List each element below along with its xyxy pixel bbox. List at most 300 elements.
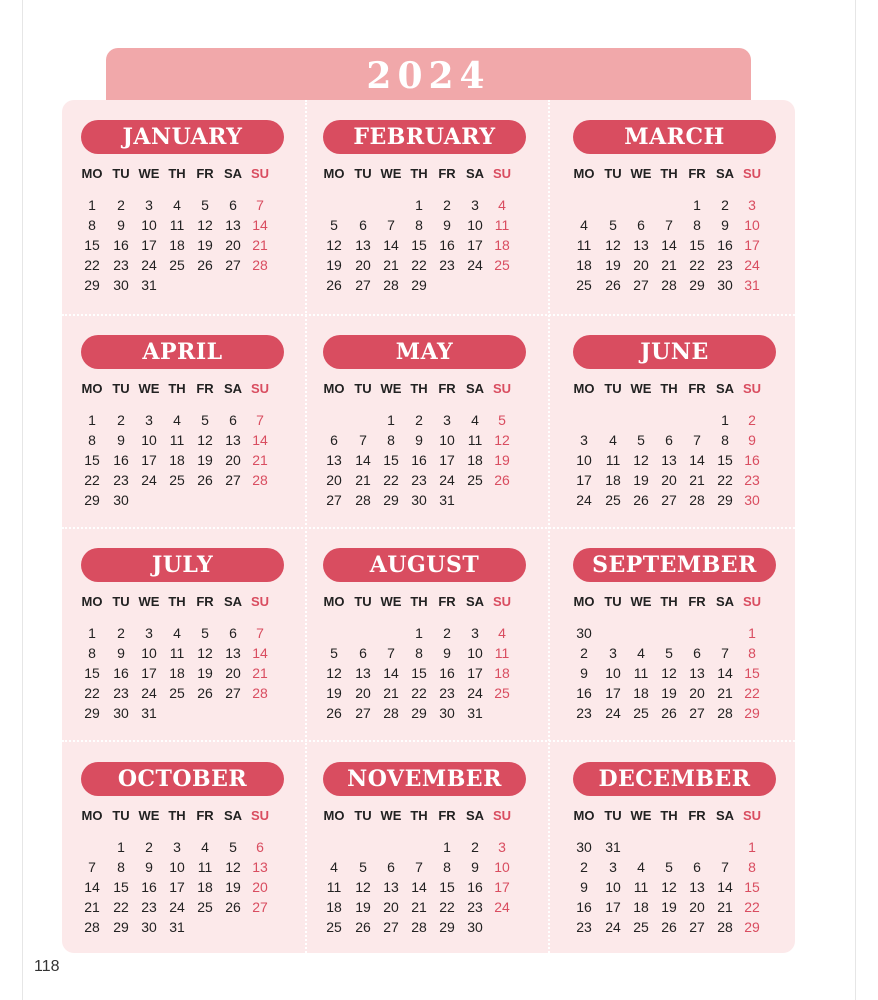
day-number: 29 <box>411 705 427 721</box>
day-number: 7 <box>256 197 264 213</box>
day-number: 9 <box>145 859 153 875</box>
day-number: 24 <box>605 705 621 721</box>
day-number: 9 <box>580 665 588 681</box>
weekday-header <box>573 808 776 826</box>
day-number: 25 <box>633 919 649 935</box>
weekday-label: MO <box>573 381 595 396</box>
month-name: MARCH <box>573 120 776 154</box>
day-grid <box>81 838 284 938</box>
day-number: 19 <box>326 257 342 273</box>
day-number: 26 <box>633 492 649 508</box>
day-number: 27 <box>383 919 399 935</box>
day-number: 14 <box>252 432 268 448</box>
day-number: 22 <box>439 899 455 915</box>
day-number: 31 <box>439 492 455 508</box>
weekday-label: FR <box>688 166 706 181</box>
day-number: 15 <box>411 665 427 681</box>
day-number: 9 <box>443 217 451 233</box>
day-number: 10 <box>605 665 621 681</box>
day-number: 20 <box>225 665 241 681</box>
day-number: 28 <box>252 472 268 488</box>
weekday-label: WE <box>138 594 160 609</box>
day-number: 14 <box>252 217 268 233</box>
weekday-label: WE <box>380 594 402 609</box>
day-number: 13 <box>326 452 342 468</box>
weekday-label: TH <box>168 166 186 181</box>
day-number: 30 <box>113 277 129 293</box>
day-number: 2 <box>117 412 125 428</box>
day-number: 16 <box>576 685 592 701</box>
day-number: 18 <box>169 452 185 468</box>
year-title: 2024 <box>106 48 751 104</box>
day-number: 2 <box>145 839 153 855</box>
weekday-label: SU <box>742 808 762 823</box>
weekday-label: TU <box>112 381 130 396</box>
day-number: 8 <box>117 859 125 875</box>
weekday-label: SA <box>223 808 243 823</box>
day-number: 16 <box>576 899 592 915</box>
day-number: 29 <box>113 919 129 935</box>
day-number: 22 <box>411 685 427 701</box>
weekday-label: SU <box>250 381 270 396</box>
day-number: 4 <box>471 412 479 428</box>
day-number: 2 <box>580 645 588 661</box>
day-number: 22 <box>113 899 129 915</box>
day-number: 18 <box>169 237 185 253</box>
day-number: 17 <box>576 472 592 488</box>
day-number: 24 <box>744 257 760 273</box>
weekday-label: SA <box>715 166 735 181</box>
month-january <box>81 120 284 320</box>
day-number: 6 <box>229 412 237 428</box>
day-number: 27 <box>225 685 241 701</box>
day-number: 6 <box>693 859 701 875</box>
day-number: 17 <box>439 452 455 468</box>
weekday-label: SU <box>492 594 512 609</box>
day-number: 25 <box>494 257 510 273</box>
day-number: 14 <box>689 452 705 468</box>
day-number: 4 <box>609 432 617 448</box>
day-grid <box>81 196 284 296</box>
weekday-header <box>573 594 776 612</box>
weekday-label: TH <box>168 808 186 823</box>
day-number: 13 <box>355 665 371 681</box>
day-number: 3 <box>145 412 153 428</box>
weekday-label: FR <box>196 381 214 396</box>
weekday-label: TU <box>354 594 372 609</box>
day-number: 20 <box>689 899 705 915</box>
day-number: 26 <box>605 277 621 293</box>
month-name: SEPTEMBER <box>573 548 776 582</box>
day-number: 5 <box>330 645 338 661</box>
day-number: 16 <box>141 879 157 895</box>
weekday-label: TU <box>112 166 130 181</box>
day-number: 23 <box>576 919 592 935</box>
day-number: 11 <box>633 665 649 681</box>
day-number: 30 <box>113 705 129 721</box>
weekday-label: WE <box>630 166 652 181</box>
day-number: 29 <box>411 277 427 293</box>
weekday-label: SA <box>715 594 735 609</box>
day-number: 18 <box>169 665 185 681</box>
weekday-label: FR <box>688 808 706 823</box>
day-number: 3 <box>145 625 153 641</box>
day-number: 9 <box>748 432 756 448</box>
day-number: 27 <box>355 705 371 721</box>
day-number: 10 <box>439 432 455 448</box>
day-number: 6 <box>693 645 701 661</box>
day-number: 23 <box>113 257 129 273</box>
weekday-label: MO <box>323 381 345 396</box>
weekday-label: TU <box>354 166 372 181</box>
weekday-header <box>323 381 526 399</box>
day-number: 6 <box>637 217 645 233</box>
day-number: 4 <box>498 197 506 213</box>
day-number: 7 <box>387 645 395 661</box>
day-number: 8 <box>415 645 423 661</box>
day-number: 19 <box>197 665 213 681</box>
weekday-label: SA <box>223 381 243 396</box>
day-number: 9 <box>117 432 125 448</box>
weekday-header <box>323 808 526 826</box>
day-number: 19 <box>225 879 241 895</box>
day-number: 24 <box>141 685 157 701</box>
day-number: 27 <box>633 277 649 293</box>
day-number: 14 <box>84 879 100 895</box>
day-number: 26 <box>197 685 213 701</box>
day-number: 7 <box>256 625 264 641</box>
page-edge-left <box>22 0 23 1000</box>
day-number: 5 <box>229 839 237 855</box>
weekday-label: FR <box>438 166 456 181</box>
day-number: 18 <box>605 472 621 488</box>
day-number: 29 <box>717 492 733 508</box>
month-name: JULY <box>81 548 284 582</box>
day-number: 2 <box>721 197 729 213</box>
day-number: 15 <box>439 879 455 895</box>
day-number: 7 <box>88 859 96 875</box>
day-number: 10 <box>494 859 510 875</box>
day-number: 9 <box>117 645 125 661</box>
day-number: 5 <box>359 859 367 875</box>
day-number: 7 <box>387 217 395 233</box>
day-number: 1 <box>88 412 96 428</box>
day-number: 13 <box>689 665 705 681</box>
day-number: 28 <box>355 492 371 508</box>
day-number: 22 <box>411 257 427 273</box>
day-number: 23 <box>439 257 455 273</box>
day-number: 8 <box>748 645 756 661</box>
month-february <box>323 120 526 320</box>
day-number: 2 <box>117 197 125 213</box>
day-number: 26 <box>661 919 677 935</box>
day-grid <box>323 411 526 511</box>
day-number: 9 <box>471 859 479 875</box>
day-number: 25 <box>169 257 185 273</box>
day-number: 22 <box>84 472 100 488</box>
day-number: 9 <box>117 217 125 233</box>
day-number: 24 <box>169 899 185 915</box>
day-number: 25 <box>169 472 185 488</box>
weekday-label: SA <box>465 594 485 609</box>
weekday-label: WE <box>138 381 160 396</box>
weekday-label: MO <box>573 594 595 609</box>
day-number: 31 <box>467 705 483 721</box>
day-number: 26 <box>494 472 510 488</box>
day-number: 28 <box>717 705 733 721</box>
day-number: 23 <box>113 685 129 701</box>
day-number: 23 <box>717 257 733 273</box>
day-number: 25 <box>494 685 510 701</box>
weekday-label: SA <box>715 381 735 396</box>
day-number: 2 <box>471 839 479 855</box>
day-number: 26 <box>326 277 342 293</box>
day-number: 14 <box>383 237 399 253</box>
day-number: 1 <box>415 625 423 641</box>
day-number: 1 <box>748 839 756 855</box>
day-number: 5 <box>665 645 673 661</box>
day-number: 22 <box>84 257 100 273</box>
weekday-label: TU <box>604 166 622 181</box>
weekday-label: TU <box>354 381 372 396</box>
month-june <box>573 335 776 535</box>
day-number: 9 <box>580 879 588 895</box>
day-number: 20 <box>689 685 705 701</box>
day-number: 19 <box>605 257 621 273</box>
day-number: 8 <box>443 859 451 875</box>
day-number: 30 <box>576 839 592 855</box>
day-number: 18 <box>467 452 483 468</box>
weekday-label: FR <box>688 594 706 609</box>
day-number: 3 <box>471 197 479 213</box>
day-number: 20 <box>355 685 371 701</box>
day-number: 14 <box>383 665 399 681</box>
day-number: 21 <box>383 257 399 273</box>
day-grid <box>573 624 776 724</box>
day-number: 16 <box>744 452 760 468</box>
day-number: 23 <box>576 705 592 721</box>
day-number: 20 <box>355 257 371 273</box>
day-number: 1 <box>387 412 395 428</box>
day-number: 25 <box>326 919 342 935</box>
day-number: 21 <box>717 685 733 701</box>
month-september <box>573 548 776 748</box>
day-number: 29 <box>689 277 705 293</box>
weekday-label: TH <box>660 381 678 396</box>
day-number: 27 <box>225 472 241 488</box>
day-number: 19 <box>633 472 649 488</box>
day-number: 27 <box>225 257 241 273</box>
weekday-label: TU <box>604 808 622 823</box>
day-number: 29 <box>84 277 100 293</box>
day-number: 10 <box>141 432 157 448</box>
day-number: 6 <box>330 432 338 448</box>
month-july <box>81 548 284 748</box>
day-number: 5 <box>201 197 209 213</box>
day-number: 8 <box>748 859 756 875</box>
day-number: 16 <box>113 665 129 681</box>
day-number: 17 <box>141 452 157 468</box>
day-number: 4 <box>173 412 181 428</box>
day-number: 9 <box>443 645 451 661</box>
day-number: 2 <box>415 412 423 428</box>
weekday-label: SU <box>250 808 270 823</box>
day-number: 10 <box>467 217 483 233</box>
day-number: 8 <box>693 217 701 233</box>
day-number: 17 <box>494 879 510 895</box>
day-number: 17 <box>744 237 760 253</box>
day-number: 5 <box>201 412 209 428</box>
day-number: 2 <box>580 859 588 875</box>
day-number: 7 <box>256 412 264 428</box>
day-number: 19 <box>197 452 213 468</box>
day-number: 8 <box>387 432 395 448</box>
month-march <box>573 120 776 320</box>
day-number: 21 <box>252 452 268 468</box>
day-number: 28 <box>661 277 677 293</box>
day-number: 1 <box>415 197 423 213</box>
page-number: 118 <box>34 958 60 975</box>
weekday-label: MO <box>81 381 103 396</box>
day-grid <box>81 624 284 724</box>
weekday-label: WE <box>138 166 160 181</box>
day-number: 24 <box>439 472 455 488</box>
day-number: 7 <box>665 217 673 233</box>
day-number: 11 <box>576 237 592 253</box>
day-number: 12 <box>197 645 213 661</box>
day-number: 6 <box>229 625 237 641</box>
day-number: 13 <box>252 859 268 875</box>
day-number: 26 <box>225 899 241 915</box>
day-number: 16 <box>113 452 129 468</box>
day-number: 2 <box>117 625 125 641</box>
day-number: 15 <box>411 237 427 253</box>
weekday-label: TH <box>660 166 678 181</box>
weekday-label: TU <box>604 594 622 609</box>
day-number: 16 <box>717 237 733 253</box>
day-number: 1 <box>693 197 701 213</box>
day-number: 4 <box>637 645 645 661</box>
month-october <box>81 762 284 962</box>
day-number: 15 <box>84 665 100 681</box>
day-number: 21 <box>661 257 677 273</box>
month-name: MAY <box>323 335 526 369</box>
weekday-label: MO <box>323 594 345 609</box>
day-number: 18 <box>576 257 592 273</box>
day-number: 23 <box>411 472 427 488</box>
day-number: 6 <box>665 432 673 448</box>
day-number: 13 <box>383 879 399 895</box>
weekday-header <box>81 594 284 612</box>
weekday-label: SU <box>250 594 270 609</box>
day-number: 15 <box>744 665 760 681</box>
day-number: 4 <box>637 859 645 875</box>
day-number: 23 <box>467 899 483 915</box>
day-number: 25 <box>576 277 592 293</box>
day-number: 24 <box>141 257 157 273</box>
day-number: 18 <box>633 899 649 915</box>
day-number: 19 <box>197 237 213 253</box>
day-number: 3 <box>609 645 617 661</box>
weekday-label: TH <box>168 381 186 396</box>
day-number: 28 <box>383 705 399 721</box>
weekday-label: WE <box>630 594 652 609</box>
day-number: 29 <box>744 705 760 721</box>
day-number: 15 <box>84 237 100 253</box>
day-number: 8 <box>415 217 423 233</box>
day-number: 2 <box>748 412 756 428</box>
day-number: 21 <box>252 665 268 681</box>
day-number: 4 <box>173 197 181 213</box>
weekday-label: WE <box>138 808 160 823</box>
day-number: 6 <box>387 859 395 875</box>
month-name: AUGUST <box>323 548 526 582</box>
day-number: 16 <box>467 879 483 895</box>
month-name: OCTOBER <box>81 762 284 796</box>
weekday-label: SU <box>250 166 270 181</box>
day-number: 31 <box>169 919 185 935</box>
day-number: 3 <box>609 859 617 875</box>
day-number: 3 <box>498 839 506 855</box>
month-august <box>323 548 526 748</box>
day-number: 3 <box>173 839 181 855</box>
day-number: 24 <box>494 899 510 915</box>
day-number: 20 <box>225 452 241 468</box>
weekday-label: WE <box>630 808 652 823</box>
day-number: 29 <box>744 919 760 935</box>
day-number: 28 <box>252 685 268 701</box>
day-number: 30 <box>113 492 129 508</box>
weekday-label: FR <box>196 808 214 823</box>
day-number: 19 <box>326 685 342 701</box>
month-name: JUNE <box>573 335 776 369</box>
day-number: 27 <box>355 277 371 293</box>
weekday-label: TH <box>410 808 428 823</box>
day-number: 7 <box>721 859 729 875</box>
weekday-label: WE <box>380 808 402 823</box>
day-number: 24 <box>467 257 483 273</box>
day-number: 29 <box>84 492 100 508</box>
weekday-label: MO <box>573 166 595 181</box>
day-number: 22 <box>744 899 760 915</box>
day-number: 27 <box>689 919 705 935</box>
month-name: APRIL <box>81 335 284 369</box>
day-number: 28 <box>252 257 268 273</box>
day-number: 20 <box>225 237 241 253</box>
day-number: 7 <box>415 859 423 875</box>
day-number: 1 <box>748 625 756 641</box>
day-number: 30 <box>467 919 483 935</box>
day-number: 23 <box>113 472 129 488</box>
day-number: 11 <box>494 217 510 233</box>
weekday-label: MO <box>81 166 103 181</box>
day-number: 22 <box>689 257 705 273</box>
weekday-label: SA <box>465 166 485 181</box>
day-number: 5 <box>609 217 617 233</box>
weekday-label: SA <box>223 594 243 609</box>
day-number: 13 <box>355 237 371 253</box>
day-number: 25 <box>197 899 213 915</box>
day-number: 8 <box>88 432 96 448</box>
day-number: 12 <box>661 879 677 895</box>
weekday-label: FR <box>196 166 214 181</box>
day-number: 28 <box>717 919 733 935</box>
day-number: 10 <box>141 645 157 661</box>
weekday-header <box>573 381 776 399</box>
day-grid <box>573 196 776 296</box>
day-number: 12 <box>633 452 649 468</box>
weekday-header <box>81 166 284 184</box>
